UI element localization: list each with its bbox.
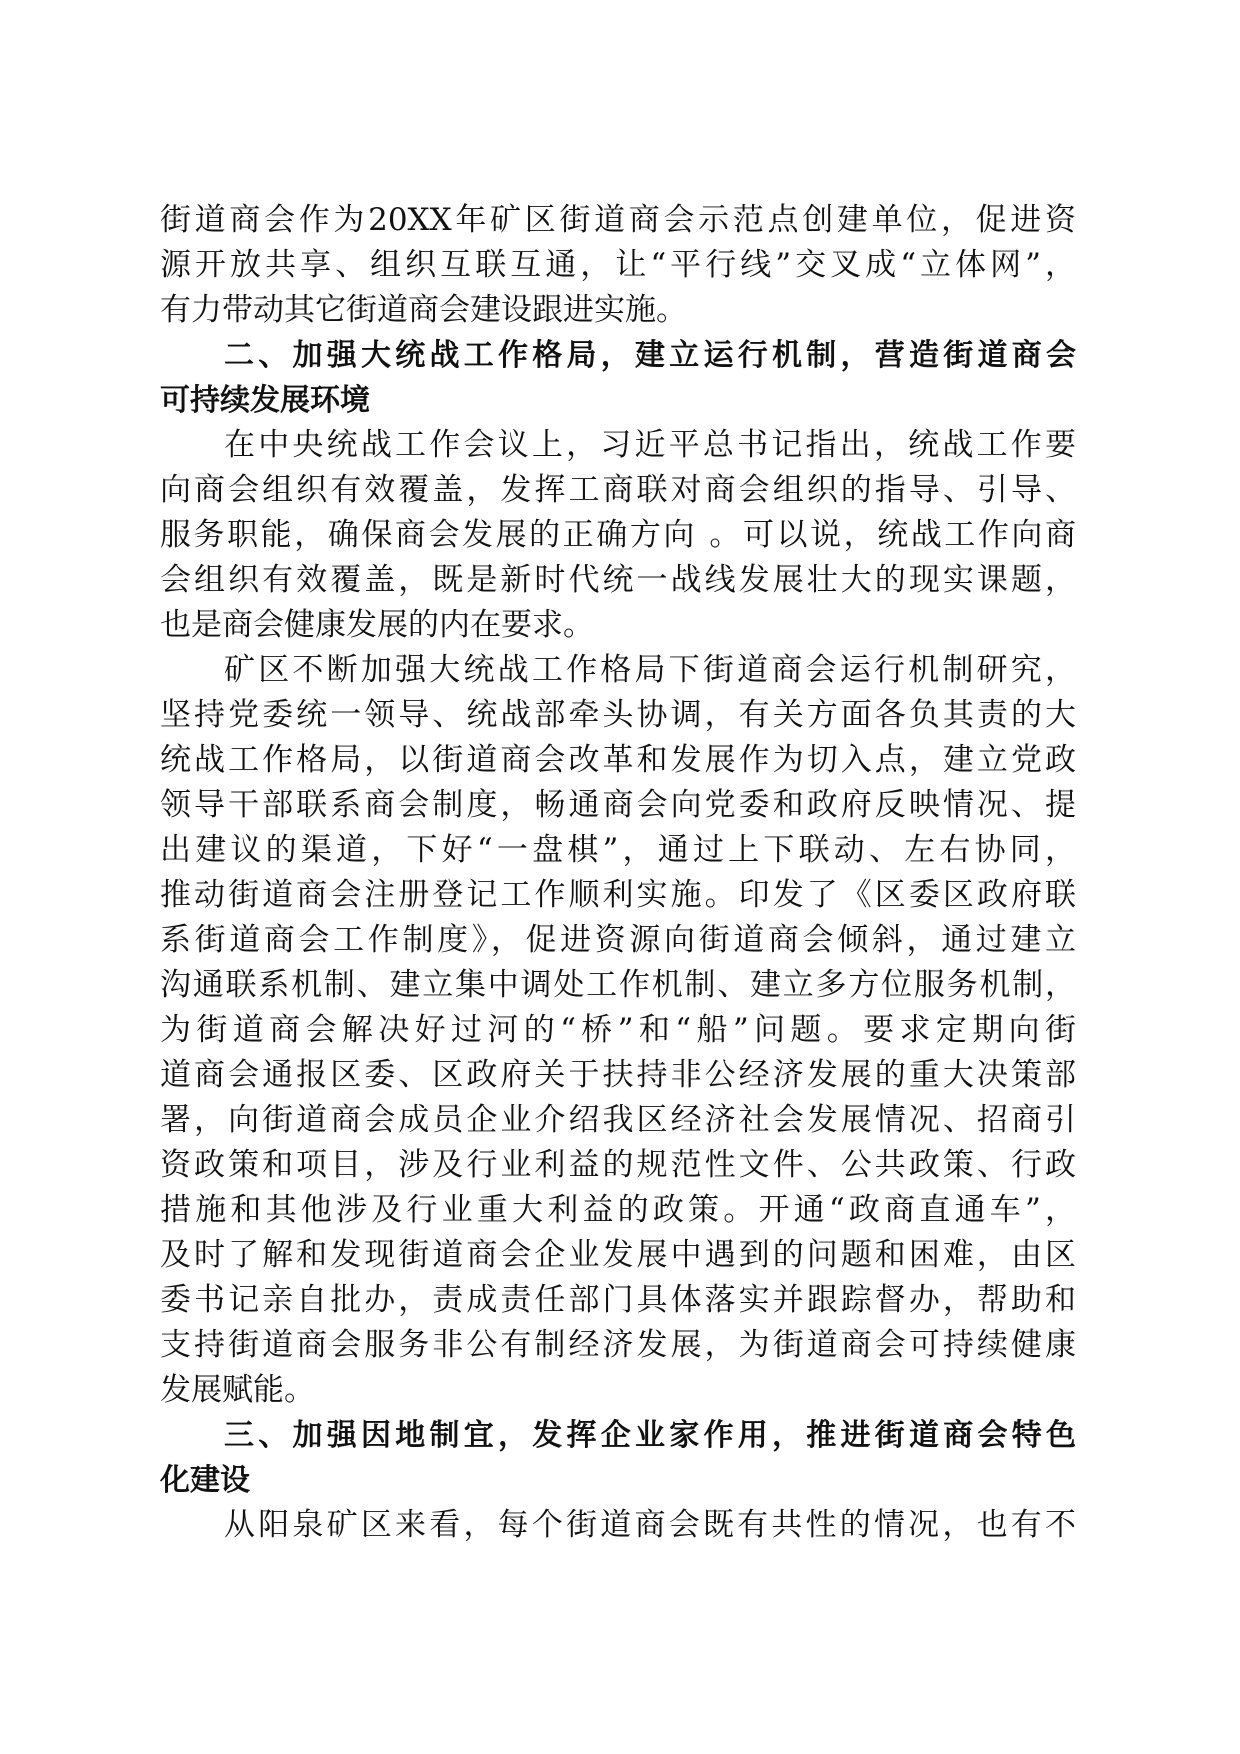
text-line: 沟通联系机制、建立集中调处工作机制、建立多方位服务机制， <box>160 967 1076 1003</box>
text-line: 有力带动其它街道商会建设跟进实施。 <box>160 292 687 328</box>
text-line: 支持街道商会服务非公有制经济发展，为街道商会可持续健康 <box>160 1327 1076 1363</box>
text-line: 从阳泉矿区来看，每个街道商会既有共性的情况，也有不 <box>224 1507 1076 1543</box>
heading-line: 化建设 <box>160 1463 250 1498</box>
text-line: 矿区不断加强大统战工作格局下街道商会运行机制研究， <box>224 652 1076 688</box>
text-line: 委书记亲自批办，责成责任部门具体落实并跟踪督办，帮助和 <box>160 1282 1076 1318</box>
text-line: 道商会通报区委、区政府关于扶持非公经济发展的重大决策部 <box>160 1057 1076 1093</box>
section-3-heading <box>160 1413 1076 1503</box>
heading-line: 可持续发展环境 <box>160 383 370 418</box>
text-line: 也是商会健康发展的内在要求。 <box>160 607 594 643</box>
document-page <box>160 198 1076 1548</box>
section-2-paragraph-2 <box>160 648 1076 1413</box>
text-line: 措施和其他涉及行业重大利益的政策。开通“政商直通车”， <box>160 1192 1076 1228</box>
text-line: 出建议的渠道，下好“一盘棋”，通过上下联动、左右协同， <box>160 832 1076 868</box>
text-line: 领导干部联系商会制度，畅通商会向党委和政府反映情况、提 <box>160 787 1076 823</box>
text-line: 源开放共享、组织互联互通，让“平行线”交叉成“立体网”， <box>160 247 1076 283</box>
text-line: 发展赋能。 <box>160 1372 315 1408</box>
text-line: 会组织有效覆盖，既是新时代统一战线发展壮大的现实课题， <box>160 562 1076 598</box>
text-line: 署，向街道商会成员企业介绍我区经济社会发展情况、招商引 <box>160 1102 1076 1138</box>
text-line: 资政策和项目，涉及行业利益的规范性文件、公共政策、行政 <box>160 1147 1076 1183</box>
text-line: 坚持党委统一领导、统战部牵头协调，有关方面各负其责的大 <box>160 697 1076 733</box>
section-3-paragraph-1 <box>160 1503 1076 1548</box>
heading-line: 三、加强因地制宜，发挥企业家作用，推进街道商会特色 <box>224 1418 1076 1453</box>
text-line: 在中央统战工作会议上，习近平总书记指出，统战工作要 <box>224 427 1076 463</box>
text-line: 向商会组织有效覆盖，发挥工商联对商会组织的指导、引导、 <box>160 472 1076 508</box>
section-2-heading <box>160 333 1076 423</box>
intro-paragraph <box>160 198 1076 333</box>
text-line: 及时了解和发现街道商会企业发展中遇到的问题和困难，由区 <box>160 1237 1076 1273</box>
text-line: 推动街道商会注册登记工作顺利实施。印发了《区委区政府联 <box>160 877 1076 913</box>
section-2-paragraph-1 <box>160 423 1076 648</box>
text-line: 统战工作格局，以街道商会改革和发展作为切入点，建立党政 <box>160 742 1076 778</box>
text-line: 服务职能，确保商会发展的正确方向 。可以说，统战工作向商 <box>160 517 1076 553</box>
text-line: 街道商会作为20XX年矿区街道商会示范点创建单位，促进资 <box>160 202 1076 238</box>
text-line: 为街道商会解决好过河的“桥”和“船”问题。要求定期向街 <box>160 1012 1076 1048</box>
heading-line: 二、加强大统战工作格局，建立运行机制，营造街道商会 <box>224 338 1076 373</box>
text-line: 系街道商会工作制度》，促进资源向街道商会倾斜，通过建立 <box>160 922 1076 958</box>
